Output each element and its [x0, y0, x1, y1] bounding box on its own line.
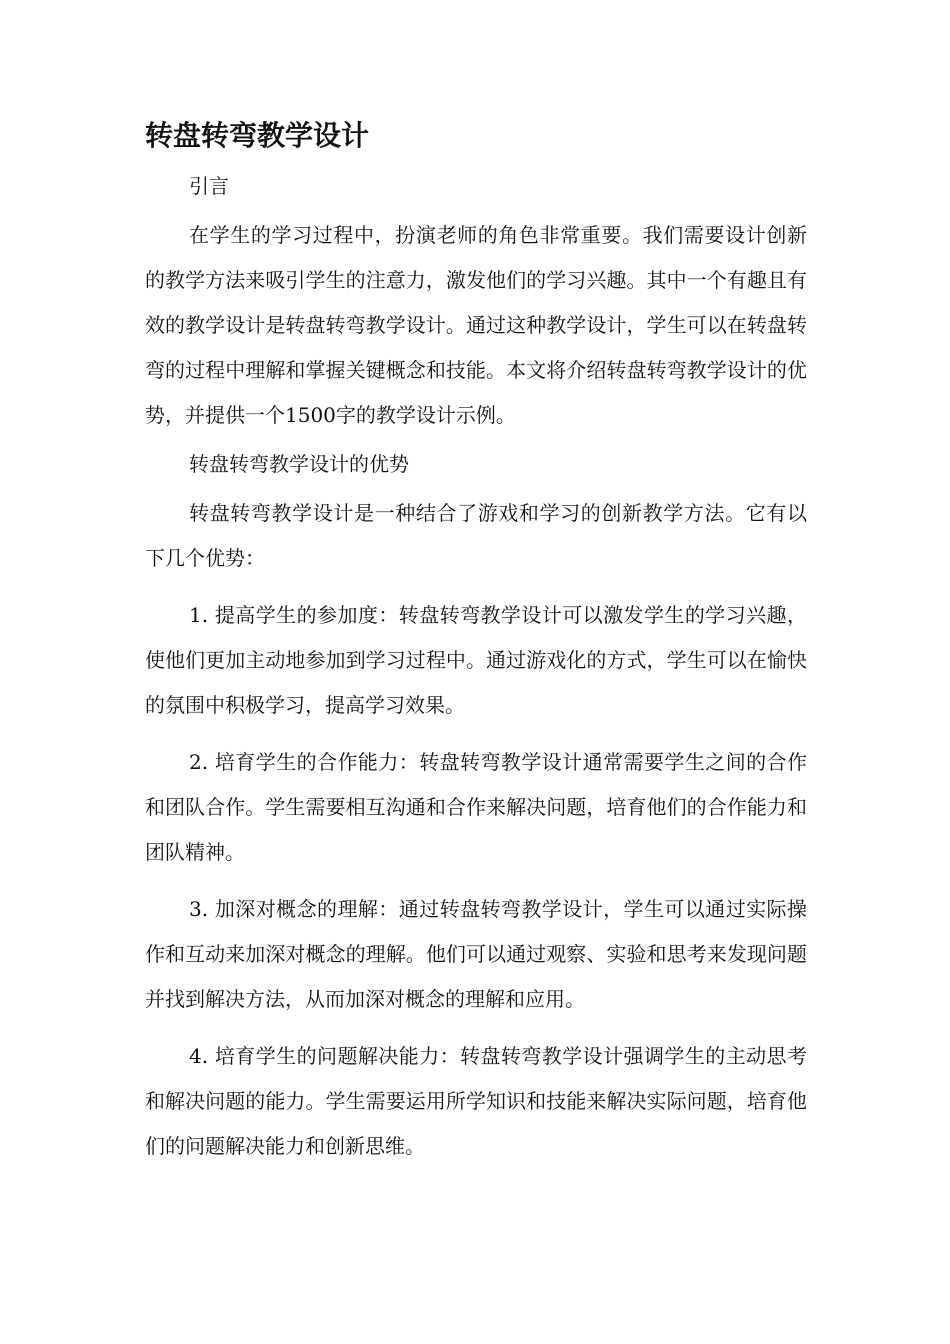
- page-title: 转盘转弯教学设计: [145, 119, 370, 152]
- document-body: [145, 112, 807, 1169]
- spacer: [145, 1022, 807, 1034]
- advantage-point-2: 2. 培育学生的合作能力：转盘转弯教学设计通常需要学生之间的合作和团队合作。学生需要相互沟通和合作来解决问题，培育他们的合作能力和团队精神。: [145, 750, 807, 864]
- section-heading-intro: 引言: [189, 174, 229, 198]
- spacer: [145, 728, 807, 740]
- advantage-point-1: 1. 提高学生的参加度：转盘转弯教学设计可以激发学生的学习兴趣，使他们更加主动地参加到学习过程中。通过游戏化的方式，学生可以在愉快的氛围中积极学习，提高学习效果。: [145, 603, 807, 717]
- advantage-point-4: 4. 培育学生的问题解决能力：转盘转弯教学设计强调学生的主动思考和解决问题的能力。学生需要运用所学知识和技能来解决实际问题，培育他们的问题解决能力和创新思维。: [145, 1044, 807, 1158]
- advantage-point-3: 3. 加深对概念的理解：通过转盘转弯教学设计，学生可以通过实际操作和互动来加深对概念的理解。他们可以通过观察、实验和思考来发现问题并找到解决方法，从而加深对概念的理解和应用。: [145, 897, 807, 1011]
- advantages-intro-paragraph: 转盘转弯教学设计是一种结合了游戏和学习的创新教学方法。它有以下几个优势：: [145, 501, 807, 570]
- spacer: [145, 581, 807, 593]
- section-heading-advantages: 转盘转弯教学设计的优势: [189, 452, 409, 476]
- spacer: [145, 875, 807, 887]
- intro-paragraph: 在学生的学习过程中，扮演老师的角色非常重要。我们需要设计创新的教学方法来吸引学生的注意力，激发他们的学习兴趣。其中一个有趣且有效的教学设计是转盘转弯教学设计。通过这种教学设计，学生可以在转盘转弯的过程中理解和掌握关键概念和技能。本文将介绍转盘转弯教学设计的优势，并提供一个1500字的教学设计示例。: [145, 223, 807, 427]
